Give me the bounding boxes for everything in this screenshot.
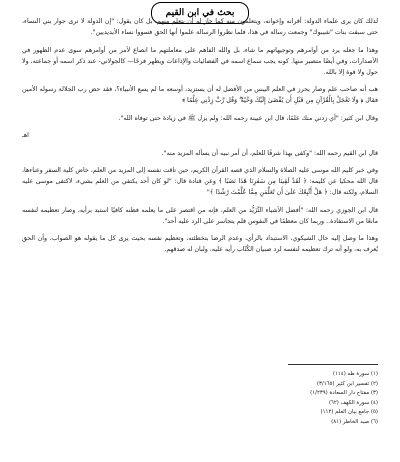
paragraph-1: لذلك كان يرى علماء الدولة: أقرانه وإخوانه، ويتعلمون منه كما جاز له أن يتعلم منهم، بل كان يقول: "إن الدولة لا ترى جوار بني النساء، حتى سبقت بنات "شيبوك" وجمعت رسالة في هذا، فلما نظروا الرسالة علموا أنها الحق فسووا نساء الأيديديين".: [22, 18, 378, 36]
paragraph-5: قال ابن القيم رحمه الله: "وكفى بهذا شرفًا للعلم، أن أمر نبيه أن يسأله المزيد منه".: [161, 149, 378, 157]
footnote-3: (٣) مفتاح دار السعادة (١/٢٣٩): [310, 390, 378, 397]
footnote-divider: [288, 364, 378, 365]
footnotes: [22, 370, 378, 428]
footnote-6: (٦) صيد الخاطر (٨١): [331, 418, 378, 425]
paragraph-2: وهذا ما جعله يرد من أوامرهم وتوجيهاتهم ما شاء، بل والله الفاهم على معاملتهم ما انصاع لأمر من أوامرهم سوى عدم الظهور في الأصدارات، وفي أيضًا متصير منها. كونه يجب سماع اسمه في الفضائيات والإذاعات ويظهر فرحًا— كالجولاني- عند ذكر اسمه أو جماعته، ولا حول ولا قوة إلا بالله.: [22, 46, 378, 76]
footnote-5: (٥) جامع بيان العلم (١١٢): [320, 409, 378, 416]
paragraph-4: وقال ابن كثير: "أي زدني منك علمًا، قال ابن عيينة رحمه الله: ولم يزل ﷺ في زيادة حتى توفاه الله".: [118, 114, 378, 122]
paragraph-6: وفي خبر كليم الله موسى عليه الصلاة والسلام الذي قصه القرآن الكريم، حين تاقت نفسه إلى المزيد من العلم، خاض كلية السفر وعناءها، قال الله محكيا عن كليمه: ﴿ لَقَدْ لَقِينَا مِن سَفَرِنَا هَٰذَا نَصَبًا ﴾ وعن قتادة قال: "لو كان أحد يكتفي من العلم بشيء، لاكتفى موسى عليه السلام، ولكنه قال: ﴿ هَلْ أَتَّبِعُكَ عَلَىٰ أَن تُعَلِّمَنِ مِمَّا عُلِّمْتَ رُشْدًا ﴾": [22, 167, 378, 196]
footnote-2: (٢) تفسير ابن كثير (٣/١٦٥): [316, 380, 378, 387]
paragraph-3: هب أنه صاحب علم وصار يحرز في العلم اليبس من الأفضل له أن يستزيد، أوسعه ما لم يسع الأنبياء؟، فقد حض رب الجلالة رسوله الأمين فقال ﴿ وَلَا تَعْجَلْ بِالْقُرْآنِ مِن قَبْلِ أَن يُقْضَىٰ إِلَيْكَ وَحْيُهُ ۖ وَقُل رَّبِّ زِدْنِي عِلْمًا ﴾: [22, 86, 378, 104]
paragraph-8: وهذا ما وصل إليه حال الشيكوي، الاستبداد بالرأي، وعدم الرضا بتخطئته، وتعظيم نفسه بحيث يرى كل ما يقوله هو الصواب، وأن الحق يُعرف به، ولو أنه ترك تعظيمه لنفسه لرد صبيان الكُتّاب رأيه عليه، ولبان له صدقهم.: [22, 235, 378, 253]
footnote-4: (٤) سورة الكهف (٦٢): [328, 399, 378, 406]
end-mark: اهـ: [22, 132, 29, 139]
header-banner-text: بحث في ابن القيم: [151, 2, 250, 24]
article-body: [22, 16, 378, 262]
header-banner: [110, 0, 290, 18]
paragraph-7: قال ابن الجوزي رحمه الله: "أفضل الأشياء التَّزَيُّد من العلم، فإنه من اقتصر على ما يعلمه فظنه كافيًا استبد برأيه، وصار تعظيمه لنفسه مانعًا من الاستفادة.. وربما كان معظمًا في النفوس فلم يتجاسر على الرد عليه أحد".: [22, 206, 378, 225]
footnote-1: (١) سورة طه (١١٤): [332, 371, 378, 377]
